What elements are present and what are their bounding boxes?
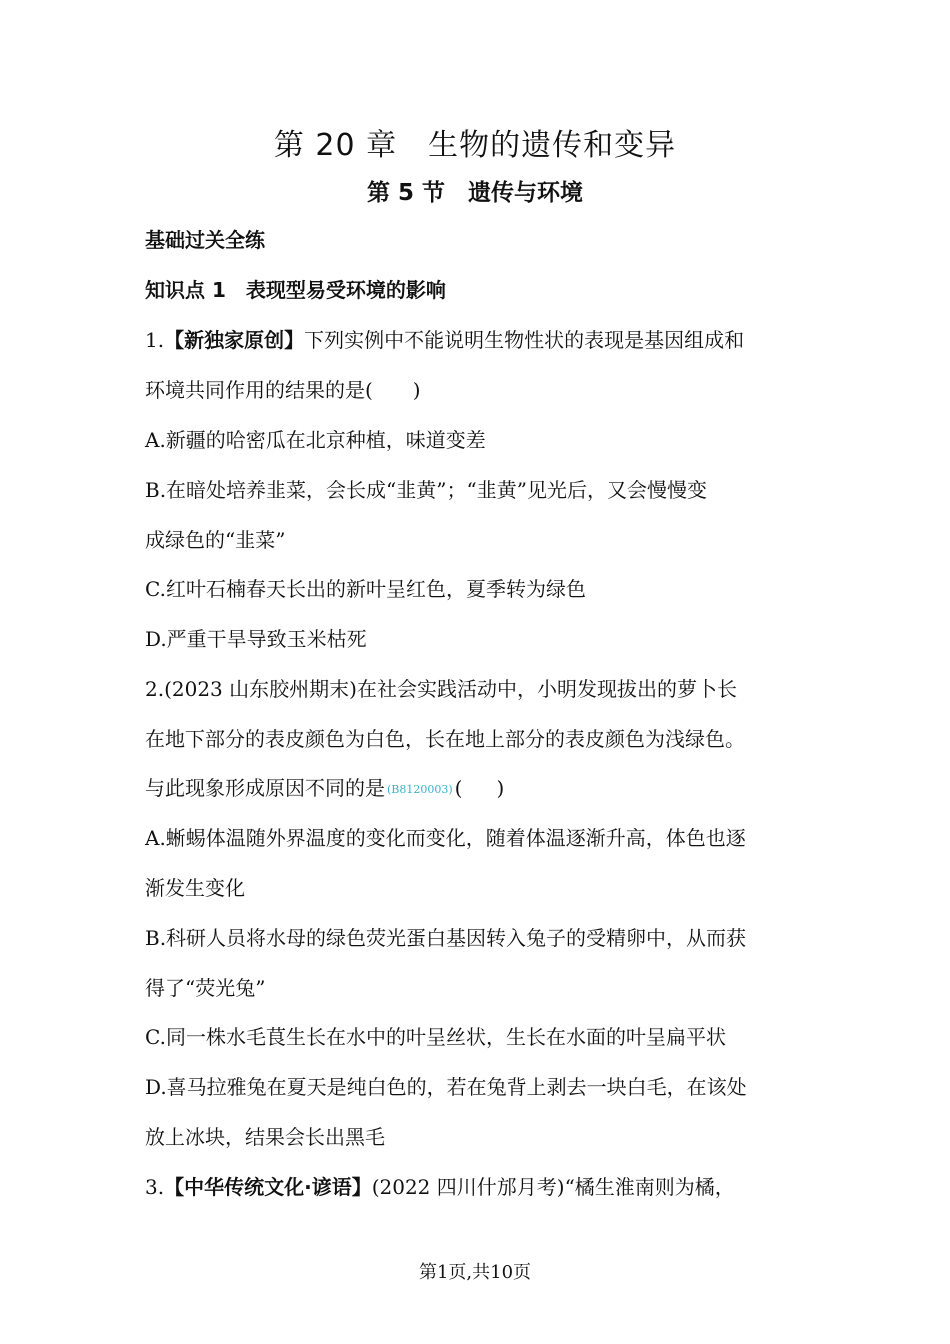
- question-2-option-d-2: 放上冰块，结果会长出黑毛: [145, 1125, 385, 1149]
- question-1-option-d: D.严重干旱导致玉米枯死: [145, 627, 367, 651]
- answer-paren-open: (: [454, 776, 463, 800]
- page-number: 第1页,共10页: [418, 1262, 532, 1283]
- question-3-line-1: [145, 1173, 825, 1201]
- knowledge-point-heading: 知识点 1 表现型易受环境的影响: [145, 278, 446, 302]
- question-1-option-b-1: B.在暗处培养韭菜，会长成“韭黄”；“韭黄”见光后，又会慢慢变: [145, 478, 707, 502]
- question-3-text: (2022 四川什邡月考)“橘生淮南则为橘，: [371, 1175, 735, 1199]
- question-2-line-2: 在地下部分的表皮颜色为白色，长在地上部分的表皮颜色为浅绿色。: [145, 727, 745, 751]
- question-code: (B8120003): [387, 783, 453, 796]
- question-2-option-c: C.同一株水毛茛生长在水中的叶呈丝状，生长在水面的叶呈扁平状: [145, 1025, 726, 1049]
- category-heading: 基础过关全练: [145, 228, 265, 252]
- question-1-option-c: C.红叶石楠春天长出的新叶呈红色，夏季转为绿色: [145, 577, 586, 601]
- answer-paren-close: ): [496, 776, 505, 800]
- question-2-line-1: 2.(2023 山东胶州期末)在社会实践活动中，小明发现拔出的萝卜长: [145, 677, 737, 701]
- question-2-line-3: [145, 774, 825, 804]
- question-2-option-d-1: D.喜马拉雅兔在夏天是纯白色的，若在兔背上剥去一块白毛，在该处: [145, 1075, 747, 1099]
- question-1-option-b-2: 成绿色的“韭菜”: [145, 528, 286, 552]
- section-title: 第 5 节 遗传与环境: [366, 180, 584, 206]
- question-1-option-a: A.新疆的哈密瓜在北京种植，味道变差: [145, 428, 486, 452]
- question-3-number: 3.: [145, 1175, 165, 1199]
- question-1-stem-1: 下列实例中不能说明生物性状的表现是基因组成和: [304, 328, 745, 352]
- question-2-line-3-text: 与此现象形成原因不同的是: [145, 776, 385, 800]
- question-2-option-b-2: 得了“荧光兔”: [145, 976, 266, 1000]
- question-3-tag: 【中华传统文化·谚语】: [164, 1175, 372, 1199]
- question-1-number: 1.: [145, 328, 165, 352]
- question-1-stem-2: 环境共同作用的结果的是( ): [145, 378, 421, 402]
- question-2-option-b-1: B.科研人员将水母的绿色荧光蛋白基因转入兔子的受精卵中，从而获: [145, 926, 747, 950]
- question-1-line-1: [145, 326, 825, 354]
- question-2-option-a-2: 渐发生变化: [145, 876, 245, 900]
- question-2-option-a-1: A.蜥蜴体温随外界温度的变化而变化，随着体温逐渐升高，体色也逐: [145, 826, 746, 850]
- question-1-tag: 【新独家原创】: [164, 328, 305, 352]
- chapter-title: 第 20 章 生物的遗传和变异: [273, 128, 677, 163]
